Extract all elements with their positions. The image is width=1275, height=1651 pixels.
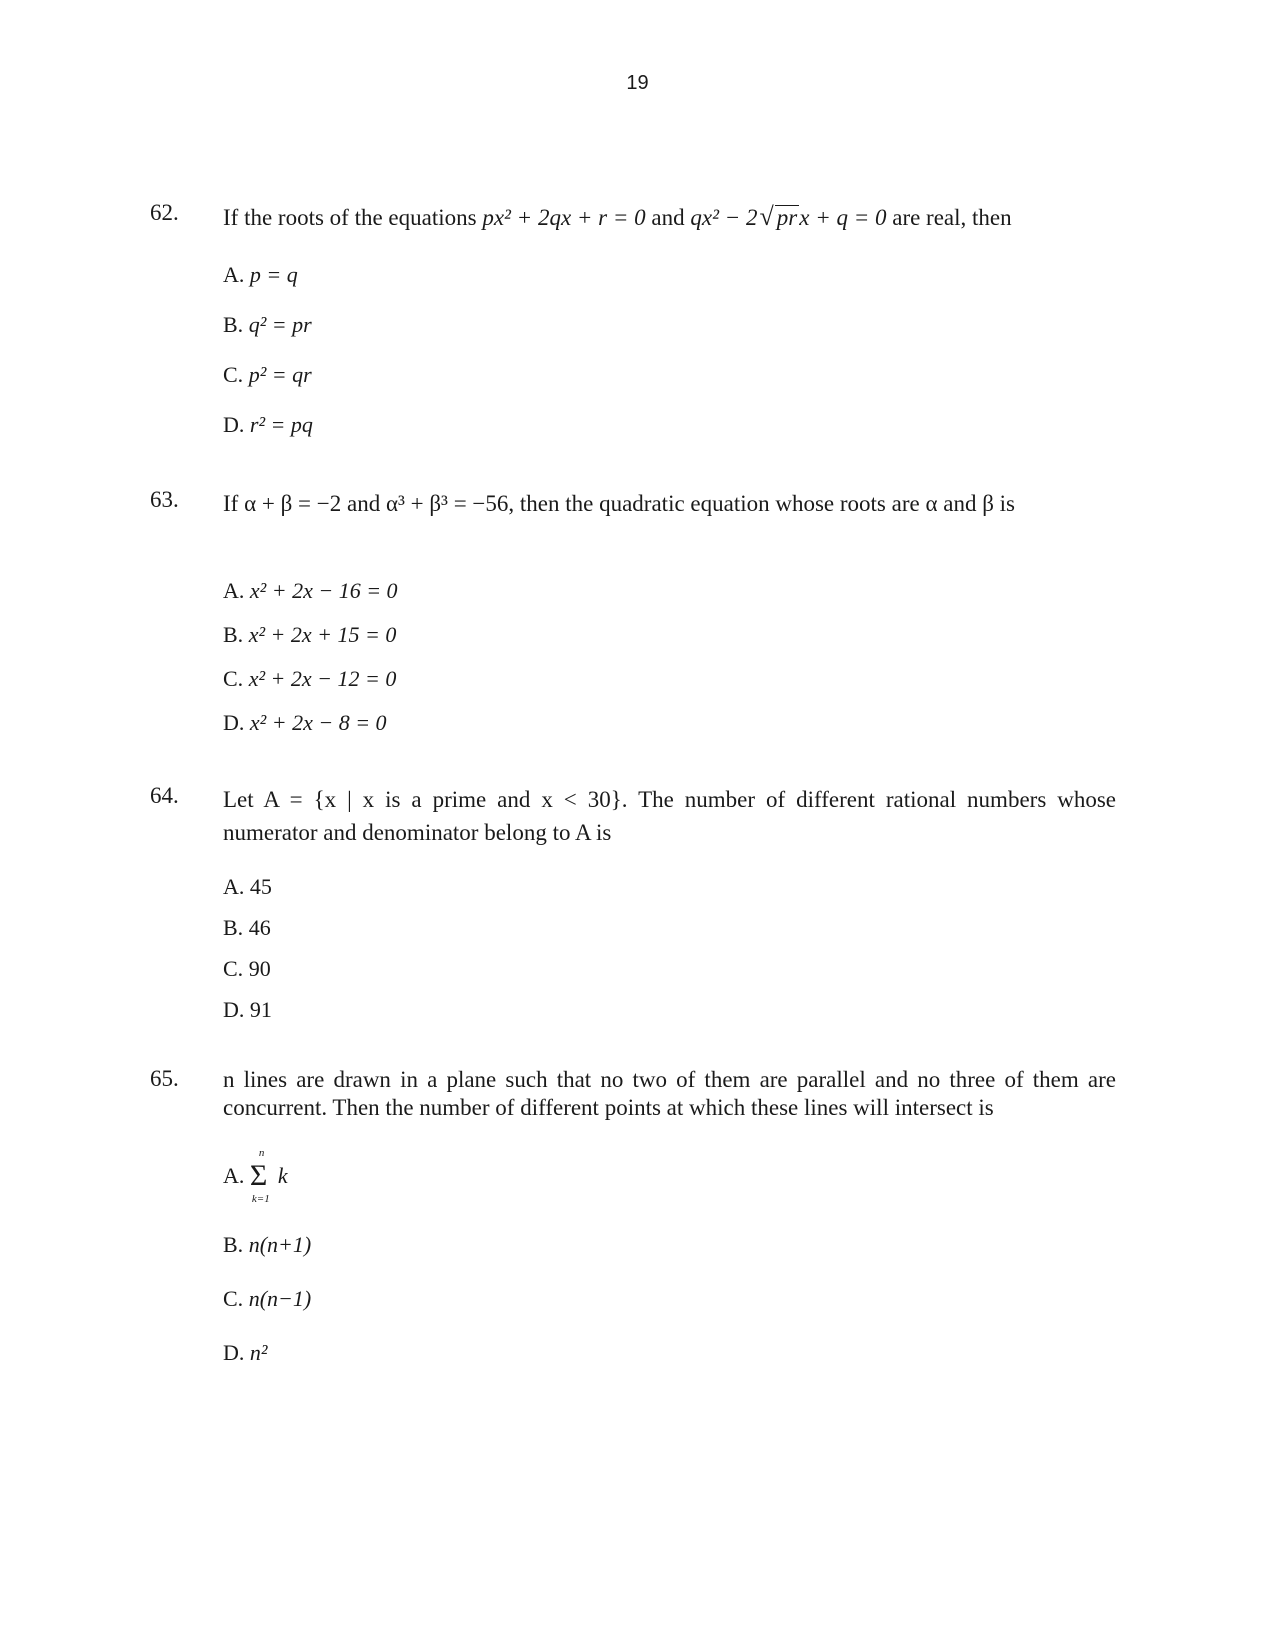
question-number: 62. <box>150 200 179 225</box>
question-text: n lines are drawn in a plane such that no two of them are parallel and no three of them are concurrent. Then the number of different points at which these lines will intersect is <box>223 1067 1116 1120</box>
option-d[interactable]: D. x² + 2x − 8 = 0 <box>223 710 387 735</box>
summation: n Σ k=1 <box>249 1147 270 1205</box>
option-b[interactable]: B. q² = pr <box>223 312 312 337</box>
option-c[interactable]: C. x² + 2x − 12 = 0 <box>223 666 397 691</box>
option-d[interactable]: D. r² = pq <box>223 412 313 437</box>
option-d[interactable]: D. n² <box>223 1340 268 1365</box>
question-number: 63. <box>150 487 179 512</box>
option-c[interactable]: C. n(n−1) <box>223 1286 312 1311</box>
question-number: 64. <box>150 783 179 808</box>
option-c[interactable]: C. p² = qr <box>223 362 312 387</box>
option-a[interactable]: A. x² + 2x − 16 = 0 <box>223 578 398 603</box>
square-root-icon: √ <box>759 202 774 231</box>
option-b[interactable]: B. x² + 2x + 15 = 0 <box>223 622 397 647</box>
option-b[interactable]: B. 46 <box>223 915 271 940</box>
option-d[interactable]: D. 91 <box>223 997 272 1022</box>
question-number: 65. <box>150 1066 179 1091</box>
option-c[interactable]: C. 90 <box>223 956 271 981</box>
question-text: Let A = {x | x is a prime and x < 30}. The number of different rational numbers whose numerator and denominator belong to A is <box>223 787 1116 845</box>
sigma-icon: Σ <box>249 1159 268 1192</box>
option-b[interactable]: B. n(n+1) <box>223 1232 312 1257</box>
option-a[interactable]: A. p = q <box>223 262 298 287</box>
question-text: If the roots of the equations px² + 2qx + r = 0 and qx² − 2√ prx + q = 0 are real, then <box>223 202 1012 231</box>
option-a[interactable]: A. n Σ k=1 k <box>223 1147 288 1205</box>
question-text: If α + β = −2 and α³ + β³ = −56, then the quadratic equation whose roots are α and β is <box>223 491 1016 516</box>
page-number: 19 <box>626 72 649 94</box>
option-a[interactable]: A. 45 <box>223 874 272 899</box>
